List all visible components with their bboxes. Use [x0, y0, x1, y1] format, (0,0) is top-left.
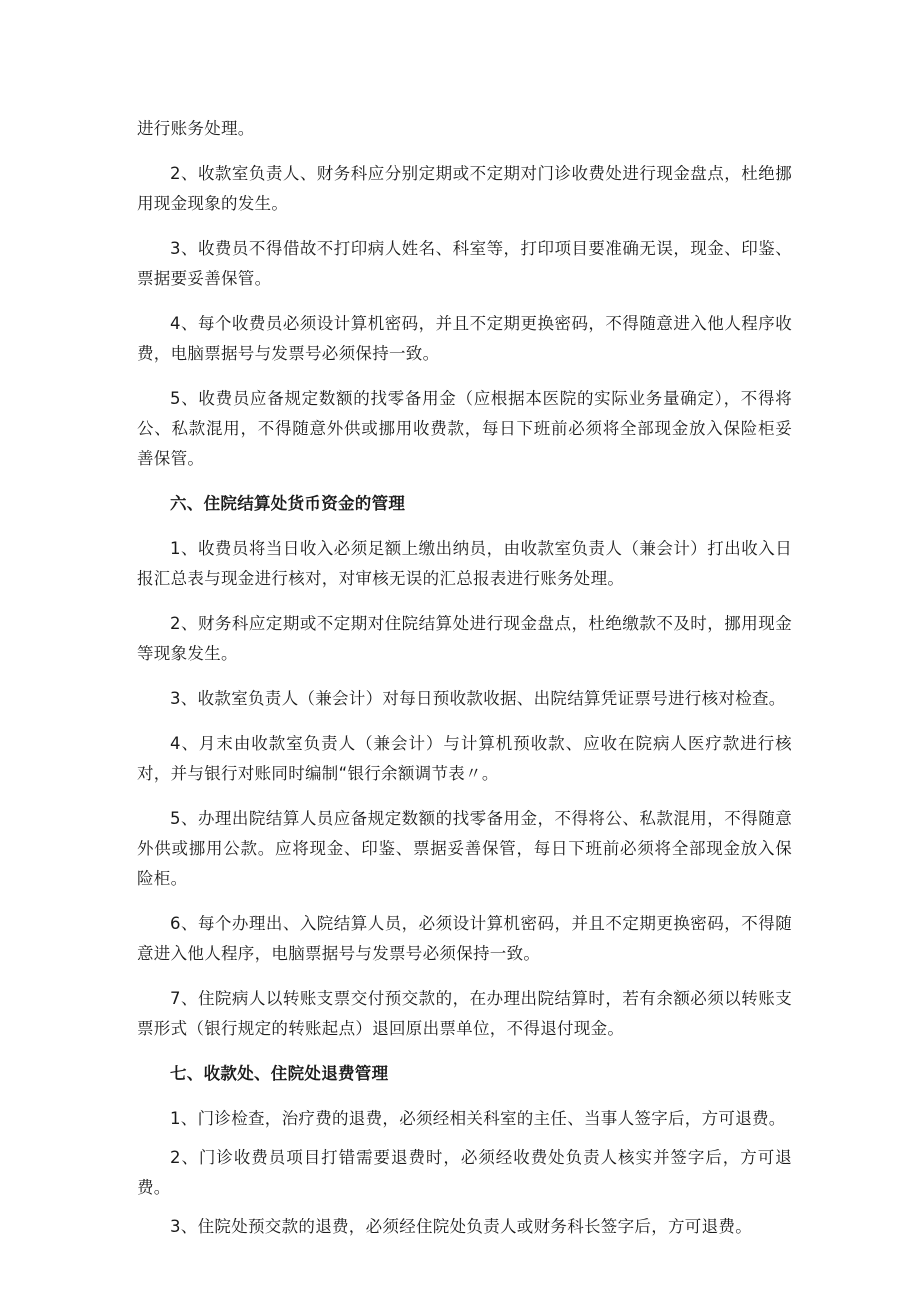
paragraph-item-7-2: 2、门诊收费员项目打错需要退费时，必须经收费处负责人核实并签字后，方可退费。	[137, 1148, 792, 1197]
paragraph-item-7-3: 3、住院处预交款的退费，必须经住院处负责人或财务科长签字后，方可退费。	[170, 1217, 752, 1236]
paragraph-item-6-7: 7、住院病人以转账支票交付预交款的，在办理出院结算时，若有余额必须以转账支票形式（银行规定的转账起点）退回原出票单位，不得退付现金。	[137, 989, 792, 1038]
paragraph-item-6-3: 3、收款室负责人（兼会计）对每日预收款收据、出院结算凭证票号进行核对检查。	[170, 689, 786, 708]
section-heading-7: 七、收款处、住院处退费管理	[170, 1064, 389, 1083]
paragraph-item-6-1: 1、收费员将当日收入必须足额上缴出纳员，由收款室负责人（兼会计）打出收入日报汇总表与现金进行核对，对审核无误的汇总报表进行账务处理。	[137, 539, 792, 588]
paragraph-item-6-4: 4、月末由收款室负责人（兼会计）与计算机预收款、应收在院病人医疗款进行核对，并与银行对账同时编制“银行余额调节表〃。	[137, 734, 792, 783]
paragraph-item-7-1: 1、门诊检查，治疗费的退费，必须经相关科室的主任、当事人签字后，方可退费。	[170, 1109, 786, 1128]
paragraph-item-2: 2、收款室负责人、财务科应分别定期或不定期对门诊收费处进行现金盘点，杜绝挪用现金现象的发生。	[137, 164, 792, 213]
section-heading-6: 六、住院结算处货币资金的管理	[170, 494, 406, 513]
paragraph-item-6-2: 2、财务科应定期或不定期对住院结算处进行现金盘点，杜绝缴款不及时，挪用现金等现象发生。	[137, 614, 792, 663]
paragraph-item-3: 3、收费员不得借故不打印病人姓名、科室等，打印项目要准确无误，现金、印鉴、票据要妥善保管。	[137, 239, 792, 288]
paragraph-continuation: 进行账务处理。	[137, 119, 255, 138]
paragraph-item-4: 4、每个收费员必须设计算机密码，并且不定期更换密码，不得随意进入他人程序收费，电脑票据号与发票号必须保持一致。	[137, 314, 792, 363]
paragraph-item-5: 5、收费员应备规定数额的找零备用金（应根据本医院的实际业务量确定），不得将公、私款混用，不得随意外供或挪用收费款，每日下班前必须将全部现金放入保险柜妥善保管。	[137, 389, 792, 468]
paragraph-item-6-5: 5、办理出院结算人员应备规定数额的找零备用金，不得将公、私款混用，不得随意外供或挪用公款。应将现金、印鉴、票据妥善保管，每日下班前必须将全部现金放入保险柜。	[137, 809, 792, 888]
paragraph-item-6-6: 6、每个办理出、入院结算人员，必须设计算机密码，并且不定期更换密码，不得随意进入他人程序，电脑票据号与发票号必须保持一致。	[137, 914, 792, 963]
